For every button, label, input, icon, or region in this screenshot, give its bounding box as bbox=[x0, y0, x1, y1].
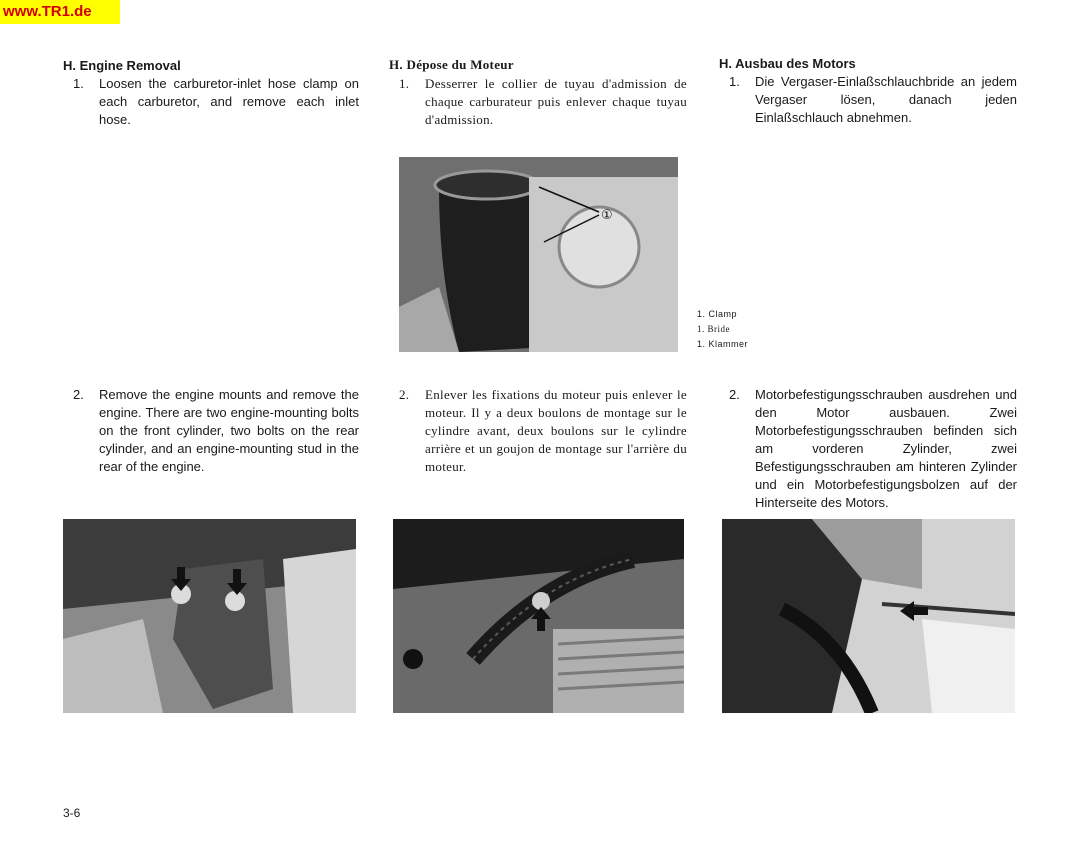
french-heading: H. Dépose du Moteur bbox=[389, 57, 514, 72]
page-number: 3-6 bbox=[63, 806, 81, 820]
german-heading: H. Ausbau des Motors bbox=[719, 56, 856, 71]
step-text: Enlever les fixations du moteur puis enlever le moteur. Il y a deux boulons de montage sur le cylindre avant, deux boulons sur le cylindre arrière et un goujon de montage sur l'arrière du moteur. bbox=[425, 387, 687, 474]
german-step-2 bbox=[719, 384, 1017, 512]
rear-stud-drawing bbox=[722, 519, 1015, 713]
step-number: 1. bbox=[729, 74, 740, 89]
step-number: 2. bbox=[73, 387, 84, 402]
step-text: Die Vergaser-Einlaßschlauchbride an jedem Vergaser lösen, danach jeden Einlaßschlauch abnehmen. bbox=[755, 74, 1017, 125]
step-text: Motorbefestigungsschrauben ausdrehen und den Motor ausbauen. Zwei Motorbefestigungsschrauben befinden sich am vorderen Zylinder, zwei Befestigungsschrauben am hinteren Zylinder und ein Motorbefestigungsbolzen auf der Hinterseite des Motors. bbox=[755, 387, 1017, 510]
site-watermark: www.TR1.de bbox=[0, 0, 120, 24]
legend-item-fr: 1. Bride bbox=[697, 324, 730, 334]
german-section bbox=[719, 56, 1017, 127]
english-step-2 bbox=[63, 384, 359, 476]
front-mount-drawing bbox=[63, 519, 356, 713]
carburetor-hose-drawing bbox=[399, 157, 678, 352]
step-number: 2. bbox=[729, 387, 740, 402]
photo-legend bbox=[697, 307, 748, 352]
carburetor-hose-photo bbox=[399, 157, 678, 352]
step-text: Desserrer le collier de tuyau d'admission de chaque carburateur puis enlever chaque tuyau d'admission. bbox=[425, 76, 687, 127]
step-number: 2. bbox=[399, 387, 410, 402]
french-section bbox=[389, 57, 687, 129]
english-section bbox=[63, 58, 359, 129]
step-text: Remove the engine mounts and remove the engine. There are two engine-mounting bolts on the front cylinder, two bolts on the rear cylinder, and an engine-mounting stud in the rear of the engine. bbox=[99, 387, 359, 474]
french-step-2 bbox=[389, 384, 687, 476]
rear-mount-photo bbox=[393, 519, 684, 713]
english-heading: H. Engine Removal bbox=[63, 58, 181, 73]
english-step-1 bbox=[63, 75, 359, 129]
step-number: 1. bbox=[399, 76, 410, 91]
rear-stud-photo bbox=[722, 519, 1015, 713]
callout-1-label: ① bbox=[601, 208, 613, 223]
rear-mount-drawing bbox=[393, 519, 684, 713]
legend-item-en: 1. Clamp bbox=[697, 309, 738, 319]
step-text: Loosen the carburetor-inlet hose clamp on each carburetor, and remove each inlet hose. bbox=[99, 76, 359, 127]
front-mount-photo bbox=[63, 519, 356, 713]
legend-item-de: 1. Klammer bbox=[697, 339, 749, 349]
step-number: 1. bbox=[73, 76, 84, 91]
